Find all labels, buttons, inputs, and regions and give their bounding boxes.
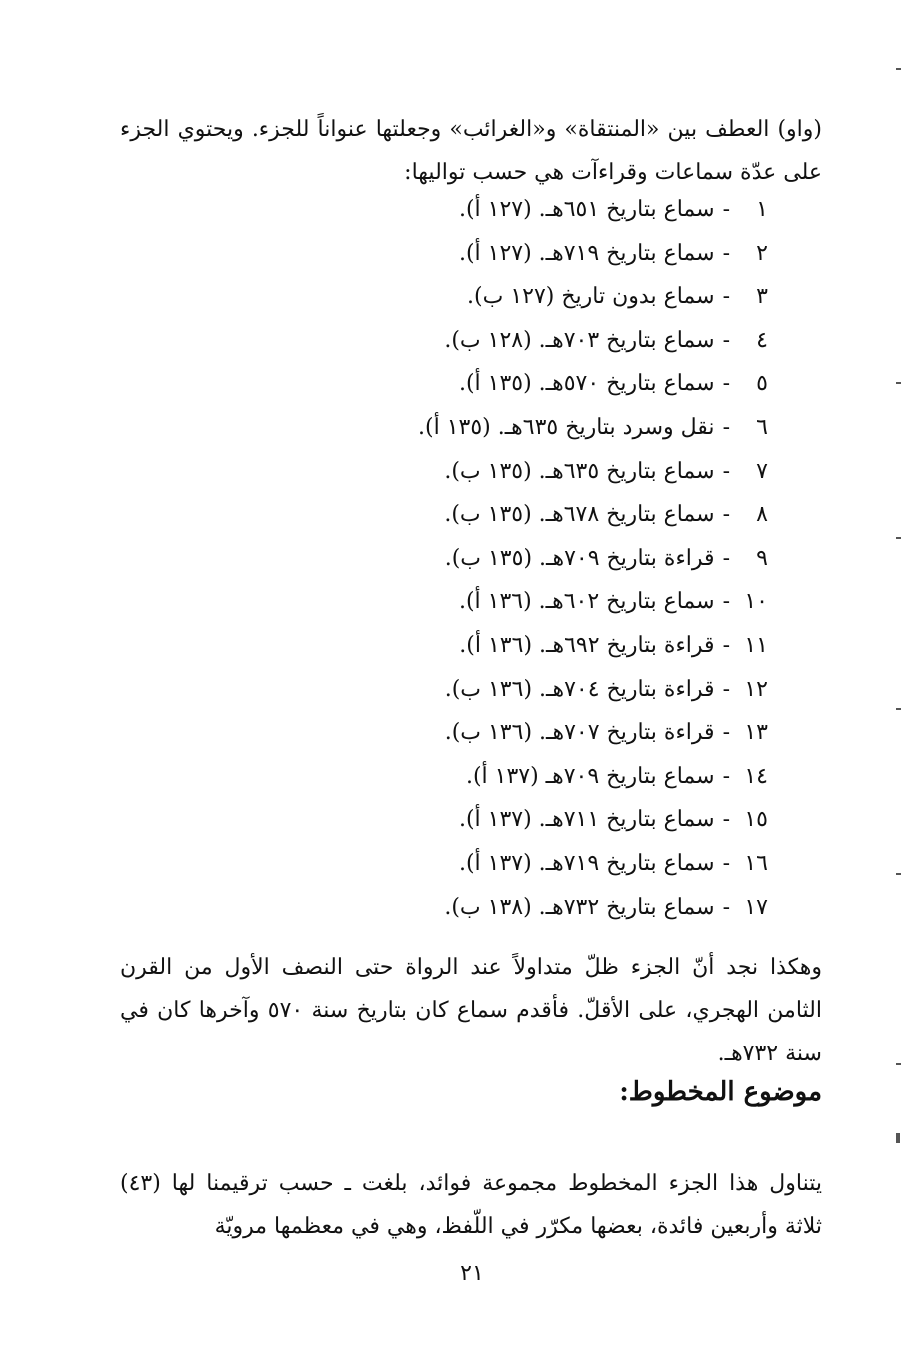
list-item-number: ٣ (756, 284, 768, 310)
list-item (418, 188, 768, 232)
list-item-text: سماع بتاريخ ٦٧٨هـ. (١٣٥ ب). (444, 502, 715, 528)
list-item-text: نقل وسرد بتاريخ ٦٣٥هـ. (١٣٥ أ). (418, 414, 715, 440)
list-item-number: ١٣ (744, 720, 768, 746)
list-item-text: سماع بتاريخ ٧١٩هـ. (١٣٧ أ). (458, 850, 715, 876)
list-item-dash: - (722, 371, 730, 397)
list-item (418, 755, 768, 799)
margin-mark (896, 1063, 901, 1065)
list-item-text: سماع بتاريخ ٧٣٢هـ. (١٣٨ ب). (444, 894, 715, 920)
list-item-number: ١٥ (744, 807, 768, 833)
list-item (418, 362, 768, 406)
list-item-dash: - (722, 240, 730, 266)
list-item-number: ١٦ (744, 850, 768, 876)
list-item-dash: - (722, 807, 730, 833)
list-item-number: ١١ (744, 632, 768, 658)
list-item-text: سماع بتاريخ ٥٧٠هـ. (١٣٥ أ). (458, 371, 715, 397)
list-item (418, 842, 768, 886)
list-item (418, 232, 768, 276)
subject-paragraph: يتناول هذا الجزء المخطوط مجموعة فوائد، بلغت ـ حسب ترقيمنا لها (٤٣) ثلاثة وأربعين فائدة، بعضها مكرّر في اللّفظ، وهي في معظمها مرويّة (120, 1171, 822, 1239)
list-item-text: قراءة بتاريخ ٧٠٤هـ. (١٣٦ ب). (444, 676, 715, 702)
margin-mark (896, 1133, 900, 1143)
list-item-number: ٦ (756, 414, 768, 440)
sama-list (418, 188, 768, 929)
list-item (418, 537, 768, 581)
summary-paragraph: وهكذا نجد أنّ الجزء ظلّ متداولاً عند الرواة حتى النصف الأول من القرن الثامن الهجري، على الأقلّ. فأقدم سماع كان بتاريخ سنة ٥٧٠ وآخرها كان في سنة ٧٣٢هـ. (120, 955, 822, 1066)
list-item-number: ٨ (756, 502, 768, 528)
list-item-number: ١ (756, 197, 768, 222)
list-item-dash: - (722, 850, 730, 876)
list-item-dash: - (722, 720, 730, 746)
list-item-dash: - (722, 676, 730, 702)
list-item-dash: - (722, 632, 730, 658)
list-item-number: ١٧ (744, 894, 768, 920)
list-item-number: ٥ (756, 371, 768, 397)
list-item (418, 580, 768, 624)
list-item (418, 711, 768, 755)
list-item-dash: - (722, 502, 730, 528)
margin-mark (896, 873, 901, 875)
list-item-text: سماع بتاريخ ٧٠٣هـ. (١٢٨ ب). (444, 327, 715, 353)
list-item-number: ١٢ (744, 676, 768, 702)
margin-mark (896, 382, 901, 384)
list-item-number: ٢ (756, 240, 768, 266)
list-item (418, 406, 768, 450)
list-item-number: ١٠ (744, 589, 768, 615)
margin-mark (896, 537, 901, 539)
list-item-dash: - (722, 589, 730, 615)
list-item (418, 886, 768, 930)
list-item (418, 493, 768, 537)
list-item-text: سماع بتاريخ ٦٣٥هـ. (١٣٥ ب). (444, 458, 715, 484)
list-item-dash: - (722, 284, 730, 310)
list-item-dash: - (722, 763, 730, 789)
list-item-number: ٩ (756, 545, 768, 571)
list-item (418, 798, 768, 842)
list-item-text: سماع بتاريخ ٧١١هـ. (١٣٧ أ). (458, 807, 715, 833)
list-item-dash: - (722, 414, 730, 440)
list-item-text: قراءة بتاريخ ٦٩٢هـ. (١٣٦ أ). (459, 632, 715, 658)
page-number: ٢١ (460, 1261, 484, 1286)
list-item (418, 624, 768, 668)
list-item-text: قراءة بتاريخ ٧٠٧هـ. (١٣٦ ب). (444, 720, 715, 746)
list-item-text: سماع بتاريخ ٦٠٢هـ. (١٣٦ أ). (458, 589, 715, 615)
list-item-text: سماع بتاريخ ٧٠٩هـ (١٣٧ أ). (465, 763, 715, 789)
section-heading: موضوع المخطوط: (619, 1077, 822, 1107)
list-item (418, 275, 768, 319)
margin-mark (896, 68, 901, 70)
list-item (418, 450, 768, 494)
list-item (418, 319, 768, 363)
list-item-dash: - (722, 545, 730, 571)
list-item-dash: - (722, 197, 730, 222)
list-item-text: سماع بدون تاريخ (١٢٧ ب). (467, 284, 715, 310)
list-item-number: ٤ (756, 327, 768, 353)
list-item-dash: - (722, 327, 730, 353)
list-item-number: ١٤ (744, 763, 768, 789)
list-item-number: ٧ (756, 458, 768, 484)
margin-mark (896, 708, 901, 710)
list-item-dash: - (722, 894, 730, 920)
list-item-dash: - (722, 458, 730, 484)
list-item-text: قراءة بتاريخ ٧٠٩هـ. (١٣٥ ب). (444, 545, 715, 571)
intro-paragraph: (واو) العطف بين «المنتقاة» و«الغرائب» وجعلتها عنواناً للجزء. ويحتوي الجزء على عدّة سماعات وقراءآت هي حسب تواليها: (120, 117, 822, 185)
list-item (418, 668, 768, 712)
list-item-text: سماع بتاريخ ٦٥١هـ. (١٢٧ أ). (458, 197, 715, 222)
list-item-text: سماع بتاريخ ٧١٩هـ. (١٢٧ أ). (458, 240, 715, 266)
